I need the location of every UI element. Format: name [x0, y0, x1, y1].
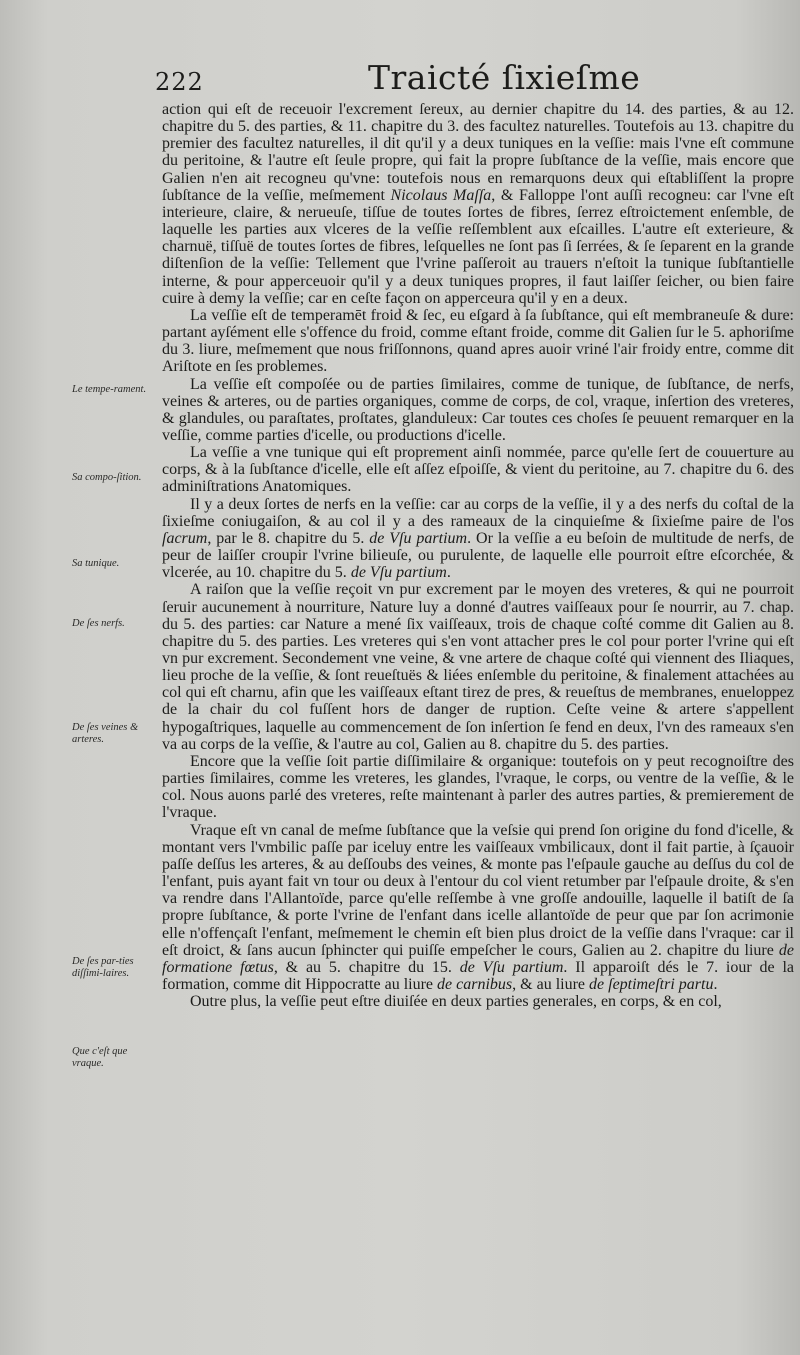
- text-run: .: [446, 564, 451, 582]
- paragraph-veines-arteres: [162, 581, 794, 753]
- italic-run: Nicolaus Maſſa: [390, 186, 492, 204]
- italic-run: de carnibus: [437, 975, 513, 993]
- margin-note-veines-arteres: De ſes veines & arteres.: [72, 722, 139, 745]
- text-run: Il y a deux ſortes de nerfs en la veſſie: car au corps de la veſſie, il y a des nerfs du coſtal de la ſixieſme coniugaiſon, & au col il y a des rameaux de la cinquieſme & ſixieſme paire de l'os: [162, 495, 794, 530]
- text-run: La veſſie eſt de temperamēt froid & ſec, eu eſgard à ſa ſubſtance, qui eſt membraneuſe & dure: partant ayſément elle s'offence du froid, comme eſtant froide, comme dit Galien ſur le 5. aphoriſme du 3. liure, meſmement que nous friſſonnons, quand apres auoir vriné l'air froidy entre, comme dit Ariſtote en ſes problemes.: [162, 306, 794, 376]
- body-text: [162, 101, 794, 1010]
- paragraph-vraque: [162, 822, 794, 994]
- paragraph-action: [162, 101, 794, 307]
- italic-run: de Vſu partium: [369, 529, 468, 547]
- paragraph-composition: [162, 376, 794, 445]
- italic-run: de formatione fœtus: [162, 941, 794, 976]
- text-run: . Or la veſſie a eu beſoin de multitude de nerfs, de peur de laiſſer croupir l'vrine bilieuſe, ou purulente, de laquelle elle pourroit eſtre eſcorchée, & vlcerée, au 10. chapitre du 5.: [162, 529, 795, 582]
- margin-note-vraque: Que c'eſt que vraque.: [72, 1046, 128, 1069]
- page-header: [0, 58, 800, 98]
- text-run: Outre plus, la veſſie peut eſtre diuiſée en deux parties generales, en corps, & en col,: [190, 993, 722, 1011]
- text-run: action qui eſt de receuoir l'excrement ſereux, au dernier chapitre du 14. des parties, & au 12. chapitre du 5. des parties, & 11. chapitre du 3. des facultez naturelles. Toutefois au 13. chapitre du premier des facultez naturelles, il dit qu'il y a deux tuniques en la veſſie: mais l'vne eſt commune du peritoine, & l'autre eſt ſeule propre, qui fait la propre ſubſtance de la veſſie, mais encore que Galien n'en ait recogneu qu'vne: toutefois nous en remarquons deux qui eſtabliſſent la propre ſubſtance de la veſſie, meſmement: [162, 101, 794, 204]
- paragraph-outre-plus: [162, 993, 794, 1010]
- text-run: , & au 5. chapitre du 15.: [273, 958, 460, 976]
- margin-note-temperament: Le tempe-rament.: [72, 384, 147, 395]
- paragraph-parties-similaires: [162, 753, 794, 822]
- text-run: , par le 8. chapitre du 5.: [207, 529, 370, 547]
- page-number: 222: [155, 68, 204, 96]
- text-run: A raiſon que la veſſie reçoit vn pur excrement par le moyen des vreteres, & qui ne pourroit ſeruir aucunement à nourriture, Nature luy a donné d'autres vaiſſeaux pour ſe nourrir, au 7. chap. du 5. des parties: car Nature a mené ſix vaiſſeaux, trois de chaque coſté comme dit Galien au 8. chapitre du 5. des parties. Les vreteres qui s'en vont attacher pres le col pour porter l'vrine qui eſt vn pur excrement. Secondement vne veine, & vne artere de chaque coſté qui viennent des Iliaques, lieu proche de la veſſie, & ſont reueſtuës & liées enſemble du peritoine, & finalement attachées au col qui eſt charnu, afin que les vaiſſeaux eſtant tirez de pres, & reueſtus de membranes, enueloppez de la chair du col fuſſent hors de danger de ruption. Ceſte veine & artere s'appellent hypogaſtriques, laquelle au commencement de ſon inſertion ſe fend en deux, l'vn des rameaux s'en va au corps de la veſſie, & l'autre au col, Galien au 8. chapitre du 5. des parties.: [162, 581, 794, 753]
- text-run: Encore que la veſſie ſoit partie diſſimilaire & organique: toutefois on y peut recognoiſtre des parties ſimilaires, comme les vreteres, les glandes, l'vraque, le corps, ou ventre de la veſſie, & le col. Nous auons parlé des vreteres, reſte maintenant à parler des autres parties, & premierement de l'vraque.: [162, 752, 794, 822]
- italic-run: de Vſu partium: [459, 958, 564, 976]
- italic-run: de ſeptimeſtri partu: [589, 975, 714, 993]
- text-run: La veſſie a vne tunique qui eſt proprement ainſi nommée, parce qu'elle ſert de couuerture au corps, & à la ſubſtance d'icelle, elle eſt aſſez eſpoiſſe, & vient du peritoine, au 7. chapitre du 6. des adminiſtrations Anatomiques.: [162, 444, 794, 496]
- margin-note-parties-dissimilaires: De ſes par-ties diſſimi-laires.: [72, 956, 134, 979]
- text-run: . Il apparoiſt dés le 7. iour de la formation, comme dit Hippocratte au liure: [162, 958, 794, 993]
- text-run: Vraque eſt vn canal de meſme ſubſtance que la veſsie qui prend ſon origine du fond d'icelle, & montant vers l'vmbilic paſſe par iceluy entre les vaiſſeaux vmbilicaux, dont il fait partie, à ſçauoir paſſe deſſus les arteres, & au deſſoubs des veines, & monte pas l'eſpaule gauche au deſſus du col de l'enfant, puis ayant fait vn tour ou deux à l'entour du col vient retumber par l'eſpaule droite, & s'en va rendre dans l'Allantoïde, parce qu'elle reſſembe à vne groſſe andouille, laquelle il batiſt de ſa propre ſubſtance, & porte l'vrine de l'enfant dans icelle allantoïde de peur que par ſon acrimonie elle n'offençaſt l'enfant, meſmement le chemin eſt bien plus droict de la veſſie dans l'vraque: car il eſt droict, & ſans aucun ſphincter qui puiſſe empeſcher le cours, Galien au 2. chapitre du liure: [162, 821, 794, 959]
- running-title: Traicté ſixieſme: [368, 58, 641, 97]
- italic-run: ſacrum: [162, 529, 208, 547]
- italic-run: de Vſu partium: [350, 564, 447, 582]
- margin-note-nerfs: De ſes nerfs.: [72, 618, 125, 629]
- text-run: La veſſie eſt compoſée ou de parties ſimilaires, comme de tunique, de ſubſtance, de nerfs, veines & arteres, ou de parties organiques, comme de corps, de col, vraque, inſertion des vreteres, & glandules, ou paraſtates, proſtates, glanduleux: Car toutes ces choſes ſe peuuent remarquer en la veſſie, comme parties d'icelle, ou productions d'icelle.: [162, 375, 794, 444]
- text-run: .: [713, 975, 718, 993]
- margin-note-tunique: Sa tunique.: [72, 558, 120, 569]
- margin-note-composition: Sa compo-ſition.: [72, 472, 142, 483]
- text-run: , & Falloppe l'ont auſſi recogneu: car l'vne eſt interieure, claire, & nerueuſe, tiſſue de toutes ſortes de fibres, ſerrez eſtroictement enſemble, de laquelle les parties aux vlceres de la veſſie reſſemblent aux eſcailles. L'autre eſt exterieure, & charnuë, tiſſuë de toutes ſortes de fibres, leſquelles ne ſont pas ſi ſerrées, & ſe ſeparent en la grande diſtenſion de la veſſie: Tellement que l'vrine paſſeroit au trauers n'eſtoit la tunique ſubſtantielle interne, & pour apperceuoir qu'il y a deux tuniques propres, il faut laiſſer ſeicher, ou bien faire cuire à demy la veſſie; car en ceſte façon on apperceura qu'il y en a deux.: [162, 186, 795, 307]
- paragraph-tunique: [162, 444, 794, 495]
- text-run: , & au liure: [512, 975, 590, 993]
- paragraph-nerfs: [162, 496, 794, 582]
- paragraph-temperament: [162, 307, 794, 376]
